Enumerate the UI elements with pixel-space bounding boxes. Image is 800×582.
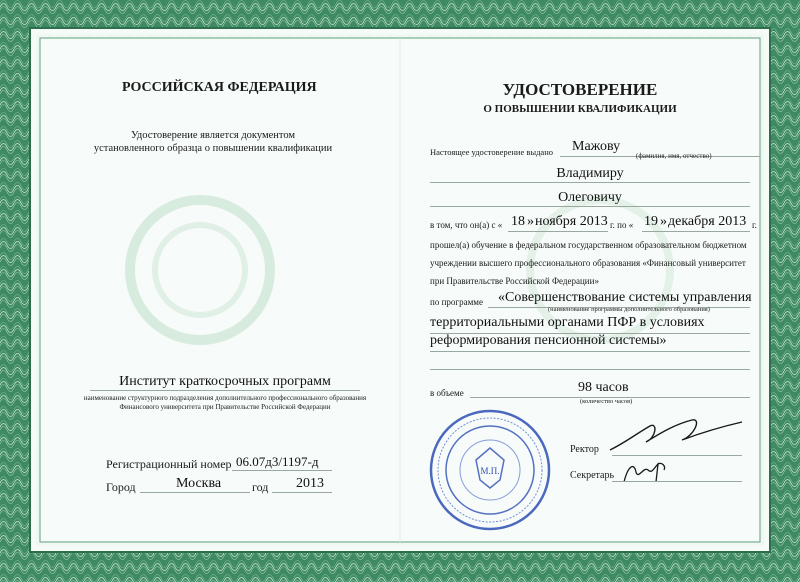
issued-to-label: Настоящее удостоверение выдано xyxy=(430,147,554,157)
to-day: 19 xyxy=(644,214,658,229)
reg-number-value: 06.07д3/1197-д xyxy=(236,454,319,469)
fio-caption: (фамилия, имя, отчество) xyxy=(636,152,712,160)
volume-caption: (количество часов) xyxy=(580,398,633,405)
training-line-1: прошел(а) обучение в федеральном государственном образовательном бюджетном xyxy=(430,240,747,250)
to-quote: » xyxy=(660,214,667,229)
seal-text: М.П. xyxy=(480,466,500,476)
reg-number-underline xyxy=(232,470,332,471)
doc-note-line-1: Удостоверение является документом xyxy=(130,130,296,141)
city-underline xyxy=(140,492,250,493)
institute-caption-2: Финансового университета при Правительстве Российской Федерации xyxy=(119,403,331,411)
name-value: Владимиру xyxy=(556,166,624,181)
city-label: Город xyxy=(106,480,136,494)
from-day: 18 xyxy=(511,214,525,229)
year-value: 2013 xyxy=(296,476,324,491)
certificate-subtitle: О ПОВЫШЕНИИ КВАЛИФИКАЦИИ xyxy=(483,103,677,115)
to-month-year: декабря 2013 xyxy=(668,214,747,229)
program-underline-3 xyxy=(430,351,750,352)
volume-value: 98 часов xyxy=(578,380,629,395)
patronymic-value: Олеговичу xyxy=(558,190,622,205)
institute-name: Институт краткосрочных программ xyxy=(119,374,331,389)
program-label: по программе xyxy=(430,297,483,307)
program-line-3: реформирования пенсионной системы» xyxy=(430,333,667,348)
city-value: Москва xyxy=(176,476,222,491)
secretary-underline xyxy=(612,481,742,482)
surname-value: Мажову xyxy=(572,139,621,154)
program-line-2: территориальными органами ПФР в условиях xyxy=(430,315,705,330)
secretary-label: Секретарь xyxy=(570,470,615,481)
program-line-1: «Совершенствование системы управления xyxy=(498,290,752,305)
from-quote: » xyxy=(527,214,534,229)
training-line-3: при Правительстве Российской Федерации» xyxy=(430,276,599,286)
training-line-2: учреждении высшего профессионального образования «Финансовый университет xyxy=(430,258,746,268)
program-underline-4 xyxy=(430,369,750,370)
from-underline xyxy=(508,231,608,232)
from-month-year: ноября 2013 xyxy=(535,214,608,229)
certificate-title: УДОСТОВЕРЕНИЕ xyxy=(502,80,658,99)
to-underline xyxy=(642,231,750,232)
reg-number-label: Регистрационный номер xyxy=(106,457,232,471)
period-prefix: в том, что он(а) с « xyxy=(430,220,503,230)
country-title: РОССИЙСКАЯ ФЕДЕРАЦИЯ xyxy=(122,80,317,95)
official-seal xyxy=(428,408,552,532)
year-underline xyxy=(272,492,332,493)
year-label: год xyxy=(252,480,269,494)
name-underline xyxy=(430,182,750,183)
program-caption: (наименование программы дополнительного образования) xyxy=(548,306,710,313)
doc-note-line-2: установленного образца о повышении квалификации xyxy=(93,143,333,154)
institute-caption-1: наименование структурного подразделения дополнительного профессионального образования xyxy=(83,394,367,402)
period-mid: г. по « xyxy=(610,220,634,230)
patronymic-underline xyxy=(430,206,750,207)
rector-label: Ректор xyxy=(570,444,599,455)
secretary-signature xyxy=(620,456,670,488)
rector-signature xyxy=(606,412,746,458)
period-suffix: г. xyxy=(752,220,757,230)
volume-label: в объеме xyxy=(430,388,464,398)
institute-underline xyxy=(90,390,360,391)
